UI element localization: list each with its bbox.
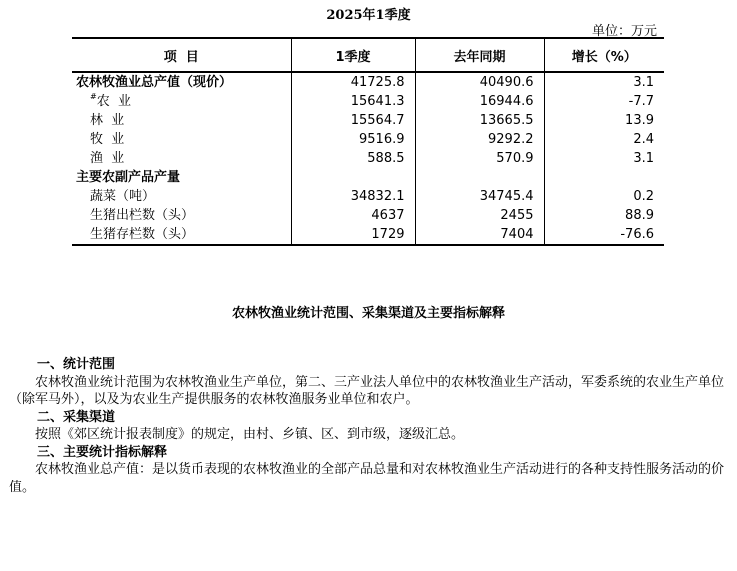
table-row [72, 72, 664, 92]
table-cell-q1: 4637 [291, 206, 415, 225]
table-row [72, 206, 664, 225]
table-cell-growth: 2.4 [544, 130, 664, 149]
row-label: 生猪出栏数（头） [90, 208, 195, 223]
notes-heading: 二、采集渠道 [37, 409, 116, 425]
row-label: 渔 业 [90, 151, 125, 166]
notes-heading: 一、统计范围 [37, 357, 116, 372]
notes-heading: 三、主要统计指标解释 [37, 444, 168, 460]
column-header-item: 项 目 [72, 38, 291, 72]
table-row [72, 149, 664, 168]
table-cell-prev: 34745.4 [415, 187, 544, 206]
row-label: 农 业 [96, 94, 131, 109]
table-header-row [72, 38, 664, 72]
table-row [72, 168, 664, 187]
table-cell-growth: 3.1 [544, 72, 664, 92]
row-label-cell [72, 225, 291, 245]
table-cell-q1: 41725.8 [291, 72, 415, 92]
table-cell-q1: 1729 [291, 225, 415, 245]
table-row [72, 111, 664, 130]
row-label: 牧 业 [90, 132, 125, 147]
column-header-prev-year: 去年同期 [415, 38, 544, 72]
notes-paragraph: 按照《郊区统计报表制度》的规定，由村、乡镇、区、到市级，逐级汇总。 [35, 427, 465, 442]
table-cell-prev: 16944.6 [415, 92, 544, 111]
table-cell-q1 [291, 168, 415, 187]
column-header-growth: 增长（%） [544, 38, 664, 72]
notes [9, 356, 729, 496]
notes-paragraph: 农林牧渔业总产值：是以货币表现的农林牧渔业的全部产品总量和对农林牧渔业生产活动进行的各种支持性服务活动的价值。 [9, 462, 725, 495]
table-cell-q1: 9516.9 [291, 130, 415, 149]
notes-paragraph: 农林牧渔业统计范围为农林牧渔业生产单位，第二、三产业法人单位中的农林牧渔业生产活动，军委系统的农业生产单位（除军马外），以及为农业生产提供服务的农林牧渔服务业单位和农户。 [9, 374, 725, 407]
table-row [72, 187, 664, 206]
table-row [72, 225, 664, 245]
column-header-q1: 1季度 [291, 38, 415, 72]
table-cell-prev: 2455 [415, 206, 544, 225]
row-label-cell [72, 206, 291, 225]
table-cell-prev: 13665.5 [415, 111, 544, 130]
table-cell-prev: 570.9 [415, 149, 544, 168]
table-cell-prev: 40490.6 [415, 72, 544, 92]
statistics-table [72, 37, 664, 246]
table-cell-growth: -76.6 [544, 225, 664, 245]
row-label-cell [72, 187, 291, 206]
table-cell-q1: 588.5 [291, 149, 415, 168]
row-label-cell [72, 72, 291, 92]
row-label: 农林牧渔业总产值（现价） [76, 75, 233, 90]
row-label-cell [72, 130, 291, 149]
table-cell-prev [415, 168, 544, 187]
table-cell-growth: 0.2 [544, 187, 664, 206]
table-cell-q1: 34832.1 [291, 187, 415, 206]
unit-label: 单位：万元 [592, 24, 658, 39]
table-cell-prev: 9292.2 [415, 130, 544, 149]
footnote-mark: # [90, 92, 97, 101]
row-label-cell [72, 168, 291, 187]
table-cell-prev: 7404 [415, 225, 544, 245]
table-cell-growth: 88.9 [544, 206, 664, 225]
table-cell-q1: 15641.3 [291, 92, 415, 111]
table-row [72, 92, 664, 111]
table-title: 2025年1季度 [326, 8, 411, 23]
table-cell-growth: 3.1 [544, 149, 664, 168]
row-label: 林 业 [90, 113, 125, 128]
section-title: 农林牧渔业统计范围、采集渠道及主要指标解释 [231, 306, 505, 321]
row-label: 生猪存栏数（头） [90, 227, 195, 242]
row-label: 蔬菜（吨） [90, 189, 156, 204]
row-label-cell [72, 111, 291, 130]
table-cell-growth: 13.9 [544, 111, 664, 130]
table-row [72, 130, 664, 149]
table-cell-growth [544, 168, 664, 187]
table-cell-growth: -7.7 [544, 92, 664, 111]
table-cell-q1: 15564.7 [291, 111, 415, 130]
row-label-cell [72, 92, 291, 111]
row-label-cell [72, 149, 291, 168]
row-label: 主要农副产品产量 [76, 170, 181, 185]
